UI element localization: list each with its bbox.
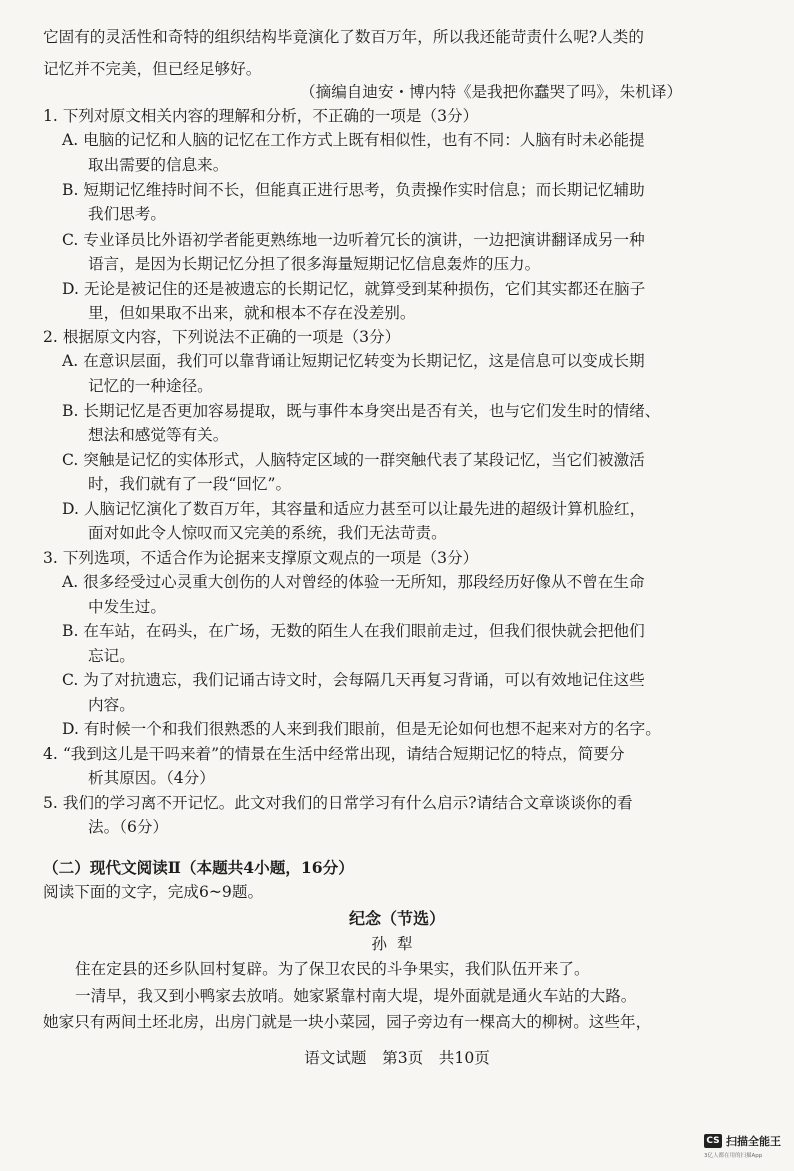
q1-option-b-cont: 我们思考。 bbox=[88, 205, 166, 223]
q2-option-b-cont: 想法和感觉等有关。 bbox=[88, 426, 229, 444]
q3-option-b: B. 在车站，在码头，在广场，无数的陌生人在我们眼前走过，但我们很快就会把他们 bbox=[62, 622, 645, 640]
passage-title: 纪念（节选） bbox=[348, 909, 445, 928]
q1-option-a: A. 电脑的记忆和人脑的记忆在工作方式上既有相似性，也有不同：人脑有时未必能提 bbox=[62, 131, 645, 149]
q2-option-a-cont: 记忆的一种途径。 bbox=[88, 377, 213, 395]
passage-author: 孙犁 bbox=[371, 935, 423, 953]
section-heading: （二）现代文阅读Ⅱ（本题共4小题，16分） bbox=[43, 858, 354, 877]
q3-stem: 3. 下列选项，不适合作为论据来支撑原文观点的一项是（3分） bbox=[43, 549, 479, 567]
q5-stem-cont: 法。（6分） bbox=[88, 818, 169, 836]
q1-stem: 1. 下列对原文相关内容的理解和分析，不正确的一项是（3分） bbox=[43, 107, 479, 125]
q2-option-a: A. 在意识层面，我们可以靠背诵让短期记忆转变为长期记忆，这是信息可以变成长期 bbox=[62, 352, 645, 370]
watermark-app-name: 扫描全能王 bbox=[726, 1135, 781, 1148]
q3-option-c: C. 为了对抗遗忘，我们记诵古诗文时，会每隔几天再复习背诵，可以有效地记住这些 bbox=[62, 671, 645, 689]
q4-stem-cont: 析其原因。（4分） bbox=[88, 769, 215, 787]
q3-option-c-cont: 内容。 bbox=[88, 696, 135, 714]
q4-stem: 4. “我到这儿是干吗来着”的情景在生活中经常出现，请结合短期记忆的特点，简要分 bbox=[43, 745, 625, 763]
q1-option-c: C. 专业译员比外语初学者能更熟练地一边听着冗长的演讲，一边把演讲翻译成另一种 bbox=[62, 231, 645, 249]
q2-option-b: B. 长期记忆是否更加容易提取，既与事件本身突出是否有关，也与它们发生时的情绪、 bbox=[62, 402, 661, 420]
q1-option-a-cont: 取出需要的信息来。 bbox=[88, 156, 229, 174]
q2-option-c: C. 突触是记忆的实体形式，人脑特定区域的一群突触代表了某段记忆，当它们被激活 bbox=[62, 451, 645, 469]
page-footer: 语文试题 第3页 共10页 bbox=[304, 1049, 490, 1067]
source-citation: （摘编自迪安・博内特《是我把你蠢哭了吗》，朱机译） bbox=[300, 83, 683, 101]
passage-paragraph-2-cont: 她家只有两间土坯北房，出房门就是一块小菜园，园子旁边有一棵高大的柳树。这些年， bbox=[43, 1013, 652, 1031]
scanner-watermark bbox=[704, 1132, 790, 1164]
q1-option-d-cont: 里，但如果取不出来，就和根本不存在没差别。 bbox=[88, 304, 416, 322]
q3-option-d: D. 有时候一个和我们很熟悉的人来到我们眼前，但是无论如何也想不起来对方的名字。 bbox=[62, 720, 661, 738]
passage-paragraph-1: 住在定县的还乡队回村复辟。为了保卫农民的斗争果实，我们队伍开来了。 bbox=[75, 960, 590, 978]
section-instruction: 阅读下面的文字，完成6~9题。 bbox=[43, 883, 264, 901]
camscanner-logo-icon: CS bbox=[704, 1134, 722, 1148]
q2-option-c-cont: 时，我们就有了一段“回忆”。 bbox=[88, 475, 292, 493]
q2-option-d-cont: 面对如此令人惊叹而又完美的系统，我们无法苛责。 bbox=[88, 524, 447, 542]
q2-stem: 2. 根据原文内容，下列说法不正确的一项是（3分） bbox=[43, 328, 401, 346]
q3-option-a-cont: 中发生过。 bbox=[88, 598, 166, 616]
q1-option-c-cont: 语言，是因为长期记忆分担了很多海量短期记忆信息轰炸的压力。 bbox=[88, 255, 541, 273]
passage-paragraph-2: 一清早，我又到小鸭家去放哨。她家紧靠村南大堤，堤外面就是通火车站的大路。 bbox=[75, 987, 637, 1005]
q1-option-d: D. 无论是被记住的还是被遗忘的长期记忆，就算受到某种损伤，它们其实都还在脑子 bbox=[62, 280, 646, 298]
q3-option-a: A. 很多经受过心灵重大创伤的人对曾经的体验一无所知，那段经历好像从不曾在生命 bbox=[62, 573, 645, 591]
q5-stem: 5. 我们的学习离不开记忆。此文对我们的日常学习有什么启示?请结合文章谈谈你的看 bbox=[43, 794, 633, 812]
intro-line-1: 它固有的灵活性和奇特的组织结构毕竟演化了数百万年，所以我还能苛责什么呢?人类的 bbox=[43, 28, 644, 46]
watermark-tagline: 3亿人都在用的扫描App bbox=[704, 1153, 763, 1159]
q1-option-b: B. 短期记忆维持时间不长，但能真正进行思考，负责操作实时信息；而长期记忆辅助 bbox=[62, 181, 645, 199]
intro-line-2: 记忆并不完美，但已经足够好。 bbox=[43, 60, 262, 78]
q3-option-b-cont: 忘记。 bbox=[88, 647, 135, 665]
q2-option-d: D. 人脑记忆演化了数百万年，其容量和适应力甚至可以让最先进的超级计算机脸红， bbox=[62, 500, 646, 518]
